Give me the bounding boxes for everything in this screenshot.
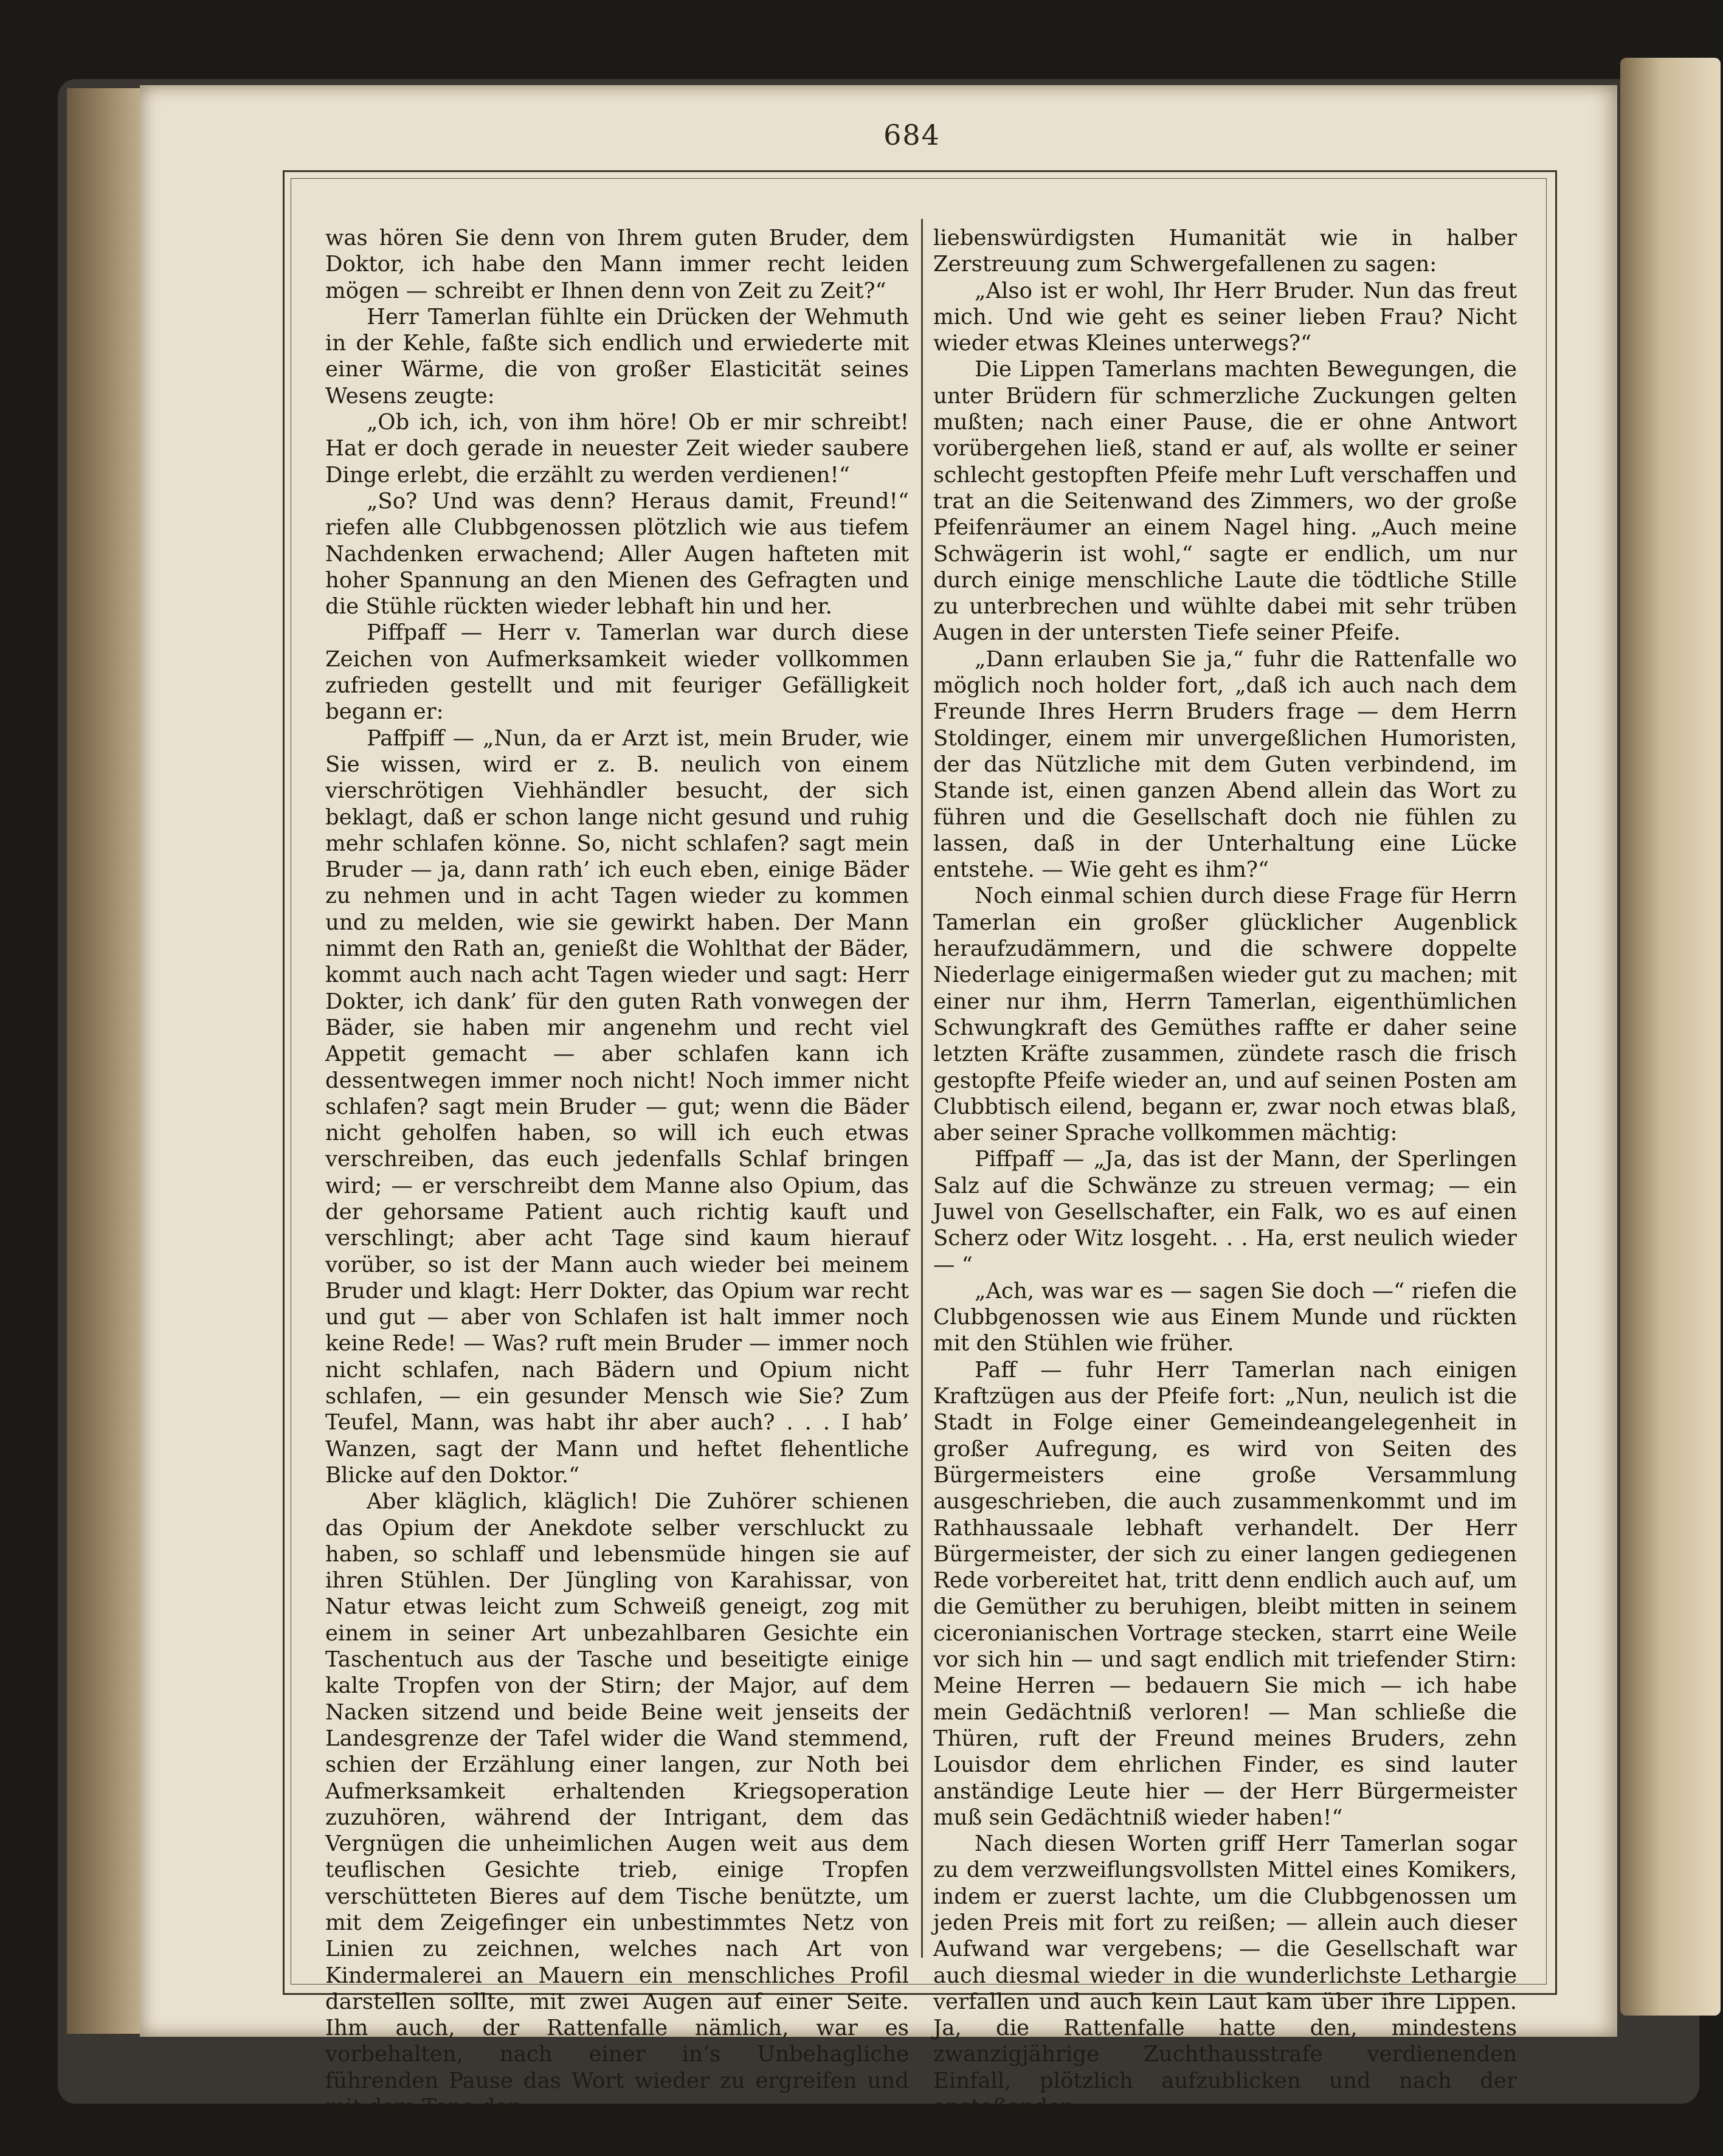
paragraph: Nach diesen Worten griff Herr Tamerlan sogar zu dem verzweiflungsvollsten Mittel eines Komikers, indem er zuerst lachte, um die Clubbgenossen um jeden Preis mit fort zu reißen; — allein auch dieser Aufwand war vergebens; — die Gesellschaft war auch diesmal wieder in die wunderlichste Lethargie verfallen und auch kein Laut kam über ihre Lippen. Ja, die Rattenfalle hatte den, mindestens zwanzigjährige Zuchthausstrafe verdienenden Einfall, plötzlich aufzublicken und nach der anstoßenden [933,1831,1517,2120]
paragraph: „So? Und was denn? Heraus damit, Freund!“ riefen alle Clubbgenossen plötzlich wie aus tiefem Nachdenken erwachend; Aller Augen hafteten mit hoher Spannung an den Mienen des Gefragten und die Stühle rückten wieder lebhaft hin und her. [325,488,909,620]
paragraph: „Ach, was war es — sagen Sie doch —“ riefen die Clubbgenossen wie aus Einem Munde und rückten mit den Stühlen wie früher. [933,1278,1517,1356]
paragraph: Piffpaff — Herr v. Tamerlan war durch diese Zeichen von Aufmerksamkeit wieder vollkommen zufrieden gestellt und mit feuriger Gefälligkeit begann er: [325,620,909,725]
column-divider [921,219,923,1958]
paragraph: „Also ist er wohl, Ihr Herr Bruder. Nun das freut mich. Und wie geht es seiner lieben Frau? Nicht wieder etwas Kleines unterwegs?“ [933,278,1517,356]
paragraph: „Ob ich, ich, von ihm höre! Ob er mir schreibt! Hat er doch gerade in neuester Zeit wieder saubere Dinge erlebt, die erzählt zu werden verdienen!“ [325,410,909,488]
paragraph: „Dann erlauben Sie ja,“ fuhr die Rattenfalle wo möglich noch holder fort, „daß ich auch nach dem Freunde Ihres Herrn Bruders frage — dem Herrn Stoldinger, einem mir unvergeßlichen Humoristen, der das Nützliche mit dem Guten verbindend, im Stande ist, einen ganzen Abend allein das Wort zu führen und die Gesellschaft doch nie fühlen zu lassen, daß in der Unterhaltung eine Lücke entstehe. — Wie geht es ihm?“ [933,646,1517,883]
paragraph: Herr Tamerlan fühlte ein Drücken der Wehmuth in der Kehle, faßte sich endlich und erwiederte mit einer Wärme, die von großer Elasticität seines Wesens zeugte: [325,304,909,409]
paragraph: Paffpiff — „Nun, da er Arzt ist, mein Bruder, wie Sie wissen, wird er z. B. neulich von einem vierschrötigen Viehhändler besucht, der sich beklagt, daß er schon lange nicht gesund und ruhig mehr schlafen könne. So, nicht schlafen? sagt mein Bruder — ja, dann rath’ ich euch eben, einige Bäder zu nehmen und in acht Tagen wieder zu kommen und zu melden, wie sie gewirkt haben. Der Mann nimmt den Rath an, genießt die Wohlthat der Bäder, kommt auch nach acht Tagen wieder und sagt: Herr Dokter, ich dank’ für den guten Rath vonwegen der Bäder, sie haben mir angenehm und recht viel Appetit gemacht — aber schlafen kann ich dessentwegen immer noch nicht! Noch immer nicht schlafen? sagt mein Bruder — gut; wenn die Bäder nicht geholfen haben, so will ich euch etwas verschreiben, das euch jedenfalls Schlaf bringen wird; — er verschreibt dem Manne also Opium, das der gehorsame Patient auch richtig kauft und verschlingt; aber acht Tage sind kaum hierauf vorüber, so ist der Mann auch wieder bei meinem Bruder und klagt: Herr Dokter, das Opium war recht und gut — aber von Schlafen ist halt immer noch keine Rede! — Was? ruft mein Bruder — immer noch nicht schlafen, nach Bädern und Opium nicht schlafen, — ein gesunder Mensch wie Sie? Zum Teufel, Mann, was habt ihr aber auch? . . . I hab’ Wanzen, sagt der Mann und heftet flehentliche Blicke auf den Doktor.“ [325,725,909,1488]
right-page-edge [1620,58,1721,2016]
right-text-column [933,225,1517,2120]
paragraph: Aber kläglich, kläglich! Die Zuhörer schienen das Opium der Anekdote selber verschluckt zu haben, so schlaff und lebensmüde hingen sie auf ihren Stühlen. Der Jüngling von Karahissar, von Natur etwas leicht zum Schweiß geneigt, zog mit einem in seiner Art unbezahlbaren Gesichte ein Taschentuch aus der Tasche und beseitigte einige kalte Tropfen von der Stirn; der Major, auf dem Nacken sitzend und beide Beine weit jenseits der Landesgrenze der Tafel wider die Wand stemmend, schien der Erzählung einer langen, zur Noth bei Aufmerksamkeit erhaltenden Kriegsoperation zuzuhören, während der Intrigant, dem das Vergnügen die unheimlichen Augen weit aus dem teuflischen Gesichte trieb, einige Tropfen verschütteten Bieres auf dem Tische benützte, um mit dem Zeigefinger ein unbestimmtes Netz von Linien zu zeichnen, welches nach Art von Kindermalerei an Mauern ein menschliches Profil darstellen sollte, mit zwei Augen auf einer Seite. Ihm auch, der Rattenfalle nämlich, war es vorbehalten, nach einer in’s Unbehagliche führenden Pause das Wort wieder zu ergreifen und mit dem Tone der [325,1489,909,2120]
paragraph: was hören Sie denn von Ihrem guten Bruder, dem Doktor, ich habe den Mann immer recht leiden mögen — schreibt er Ihnen denn von Zeit zu Zeit?“ [325,226,909,303]
paragraph: Paff — fuhr Herr Tamerlan nach einigen Kraftzügen aus der Pfeife fort: „Nun, neulich ist die Stadt in Folge einer Gemeindeangelegenheit in großer Aufregung, es wird von Seiten des Bürgermeisters eine große Versammlung ausgeschrieben, die auch zusammenkommt und im Rathhaussaale lebhaft verhandelt. Der Herr Bürgermeister, der sich zu einer langen gediegenen Rede vorbereitet hat, tritt denn endlich auch auf, um die Gemüther zu beruhigen, bleibt mitten in seinem ciceronianischen Vortrage stecken, starrt eine Weile vor sich hin — und sagt endlich mit triefender Stirn: Meine Herren — bedauern Sie mich — ich habe mein Gedächtniß verloren! — Man schließe die Thüren, ruft der Freund meines Bruders, zehn Louisdor dem ehrlichen Finder, es sind lauter anständige Leute hier — der Herr Bürgermeister muß sein Gedächtniß wieder haben!“ [933,1357,1517,1830]
paragraph: Noch einmal schien durch diese Frage für Herrn Tamerlan ein großer glücklicher Augenblick heraufzudämmern, und die schwere doppelte Niederlage einigermaßen wieder gut zu machen; mit einer nur ihm, Herrn Tamerlan, eigenthümlichen Schwungkraft des Gemüthes raffte er daher seine letzten Kräfte zusammen, zündete rasch die frisch gestopfte Pfeife wieder an, und auf seinen Posten am Clubbtisch eilend, begann er, zwar noch etwas blaß, aber seiner Sprache vollkommen mächtig: [933,883,1517,1146]
page-number: 684 [883,119,941,151]
paragraph: liebenswürdigsten Humanität wie in halber Zerstreuung zum Schwergefallenen zu sagen: [933,226,1517,277]
left-text-column [325,225,909,2120]
paragraph: Piffpaff — „Ja, das ist der Mann, der Sperlingen Salz auf die Schwänze zu streuen vermag; — ein Juwel von Gesellschafter, ein Falk, wo es auf einen Scherz oder Witz losgeht. . . Ha, erst neulich wieder — “ [933,1147,1517,1277]
paragraph: Die Lippen Tamerlans machten Bewegungen, die unter Brüdern für schmerzliche Zuckungen gelten mußten; nach einer Pause, die er ohne Antwort vorübergehen ließ, stand er auf, als wollte er seiner schlecht gestopften Pfeife mehr Luft verschaffen und trat an die Seitenwand des Zimmers, wo der große Pfeifenräumer an einem Nagel hing. „Auch meine Schwägerin ist wohl,“ sagte er endlich, um nur durch einige menschliche Laute die tödtliche Stille zu unterbrechen und wühlte dabei mit sehr trüben Augen in der untersten Tiefe seiner Pfeife. [933,357,1517,646]
